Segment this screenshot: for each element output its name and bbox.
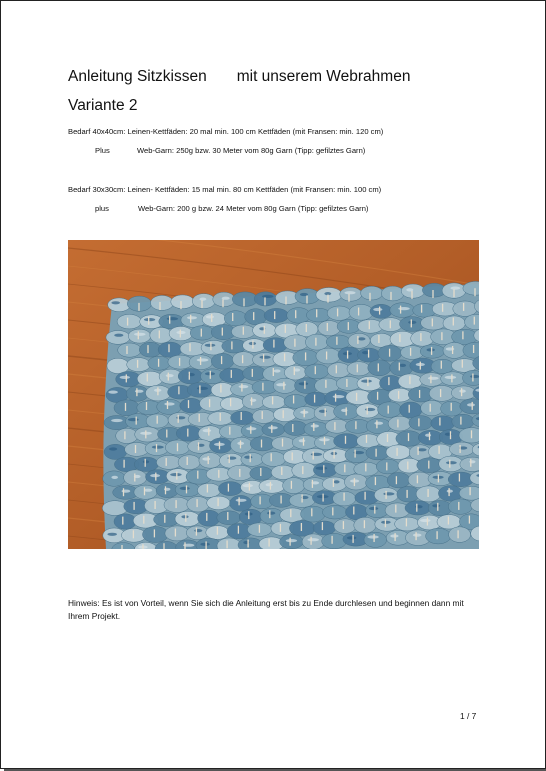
requirement-30x30-plus-text: Web-Garn: 200 g bzw. 24 Meter vom 80g Garn (Tipp: gefilztes Garn): [138, 204, 369, 213]
woven-cushion-photo: [68, 240, 479, 549]
requirement-30x30-plus-label: plus: [95, 204, 109, 213]
page-title: [68, 68, 410, 86]
requirement-40x40: [68, 127, 383, 136]
requirement-40x40-label: Bedarf 40x40cm:: [68, 127, 126, 136]
requirement-30x30-plus: [95, 204, 368, 213]
page-number: 1 / 7: [460, 711, 477, 721]
title-part-2: mit unserem Webrahmen: [236, 68, 411, 85]
requirement-40x40-text: Leinen-Kettfäden: 20 mal min. 100 cm Kettfäden (mit Fransen: min. 120 cm): [127, 127, 384, 136]
requirement-40x40-plus-label: Plus: [95, 146, 110, 155]
hint-note: Hinweis: Es ist von Vorteil, wenn Sie sich die Anleitung erst bis zu Ende durchlesen und beginnen dann mit Ihrem Projekt.: [68, 598, 464, 621]
page-subtitle: Variante 2: [68, 97, 138, 114]
requirement-30x30-text: Leinen- Kettfäden: 15 mal min. 80 cm Kettfäden (mit Fransen: min. 100 cm): [127, 185, 382, 194]
woven-cushion-image: [68, 240, 479, 549]
requirement-30x30-label: Bedarf 30x30cm:: [68, 185, 126, 194]
requirement-30x30: [68, 185, 381, 194]
requirement-40x40-plus: [95, 146, 365, 155]
requirement-40x40-plus-text: Web-Garn: 250g bzw. 30 Meter vom 80g Garn (Tipp: gefilztes Garn): [137, 146, 366, 155]
title-part-1: Anleitung Sitzkissen: [68, 68, 207, 85]
